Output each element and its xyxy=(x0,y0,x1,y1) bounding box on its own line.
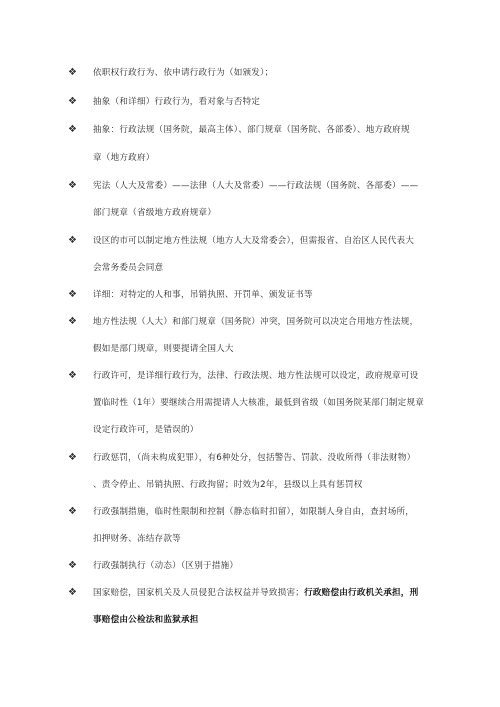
diamond-bullet-icon: ❖ xyxy=(68,180,77,191)
list-item-text: 行政强制措施，临时性限制和控制（静态临时扣留），如限制人身自由，查封场所， xyxy=(93,507,415,517)
list-item-text-continuation-bold: 事赔偿由公检法和监狱承担 xyxy=(93,615,199,625)
diamond-bullet-icon: ❖ xyxy=(68,289,77,300)
diamond-bullet-icon: ❖ xyxy=(68,124,77,135)
list-item-text-continuation: 部门规章（省级地方政府规章） xyxy=(93,208,217,218)
list-item-text: 详细：对特定的人和事，吊销执照、开罚单、颁发证书等 xyxy=(93,290,313,300)
list-item-text: 设区的市可以制定地方性法规（地方人大及常委会），但需报省、自治区人民代表大 xyxy=(93,236,415,246)
diamond-bullet-icon: ❖ xyxy=(68,96,77,107)
diamond-bullet-icon: ❖ xyxy=(68,316,77,327)
list-item-text xyxy=(93,588,418,598)
list-item-text-continuation: 会常务委员会同意 xyxy=(93,263,164,273)
list-item-text-continuation: 章（地方政府） xyxy=(93,153,155,163)
list-item-text-continuation: 假如是部门规章，则要提请全国人大 xyxy=(93,344,234,354)
list-item-text-normal: 国家赔偿，国家机关及人员侵犯合法权益并导致损害； xyxy=(93,588,305,598)
list-item-text: 行政许可，是详细行政行为，法律、行政法规、地方性法规可以设定，政府规章可设 xyxy=(93,371,419,381)
diamond-bullet-icon: ❖ xyxy=(68,506,77,517)
list-item-text-bold: 行政赔偿由行政机关承担，刑 xyxy=(304,588,419,598)
list-item-text-continuation: 置临时性（1年）要继续合用需提请人大核准，最低到省级（如国务院某部门制定规章 xyxy=(93,398,425,408)
list-item-text: 依职权行政行为、依申请行政行为（如颁发）； xyxy=(93,68,274,78)
list-item-text-continuation: 扣押财务、冻结存款等 xyxy=(93,534,181,544)
diamond-bullet-icon: ❖ xyxy=(68,587,77,598)
list-item-text: 抽象（和详细）行政行为，看对象与否特定 xyxy=(93,97,261,107)
diamond-bullet-icon: ❖ xyxy=(68,452,77,463)
diamond-bullet-icon: ❖ xyxy=(68,560,77,571)
list-item-text-continuation: 、责令停止、吊销执照、行政拘留；时效为2年，县级以上具有惩罚权 xyxy=(93,480,363,490)
diamond-bullet-icon: ❖ xyxy=(68,370,77,381)
list-item-text: 地方性法规（人大）和部门规章（国务院）冲突，国务院可以决定合用地方性法规， xyxy=(93,317,419,327)
list-item-text: 抽象：行政法规（国务院，最高主体）、部门规章（国务院、各部委）、地方政府规 xyxy=(93,125,410,135)
list-item-text: 行政惩罚，（尚未构成犯罪），有6种处分，包括警告、罚款、没收所得（非法财物） xyxy=(93,453,416,463)
list-item-text-continuation: 设定行政许可，是错误的） xyxy=(93,425,199,435)
diamond-bullet-icon: ❖ xyxy=(68,235,77,246)
diamond-bullet-icon: ❖ xyxy=(68,67,77,78)
list-item-text: 宪法（人大及常委）——法律（人大及常委）——行政法规（国务院、各部委）—— xyxy=(93,181,419,191)
list-item-text: 行政强制执行（动态）（区别于措施） xyxy=(93,561,239,571)
